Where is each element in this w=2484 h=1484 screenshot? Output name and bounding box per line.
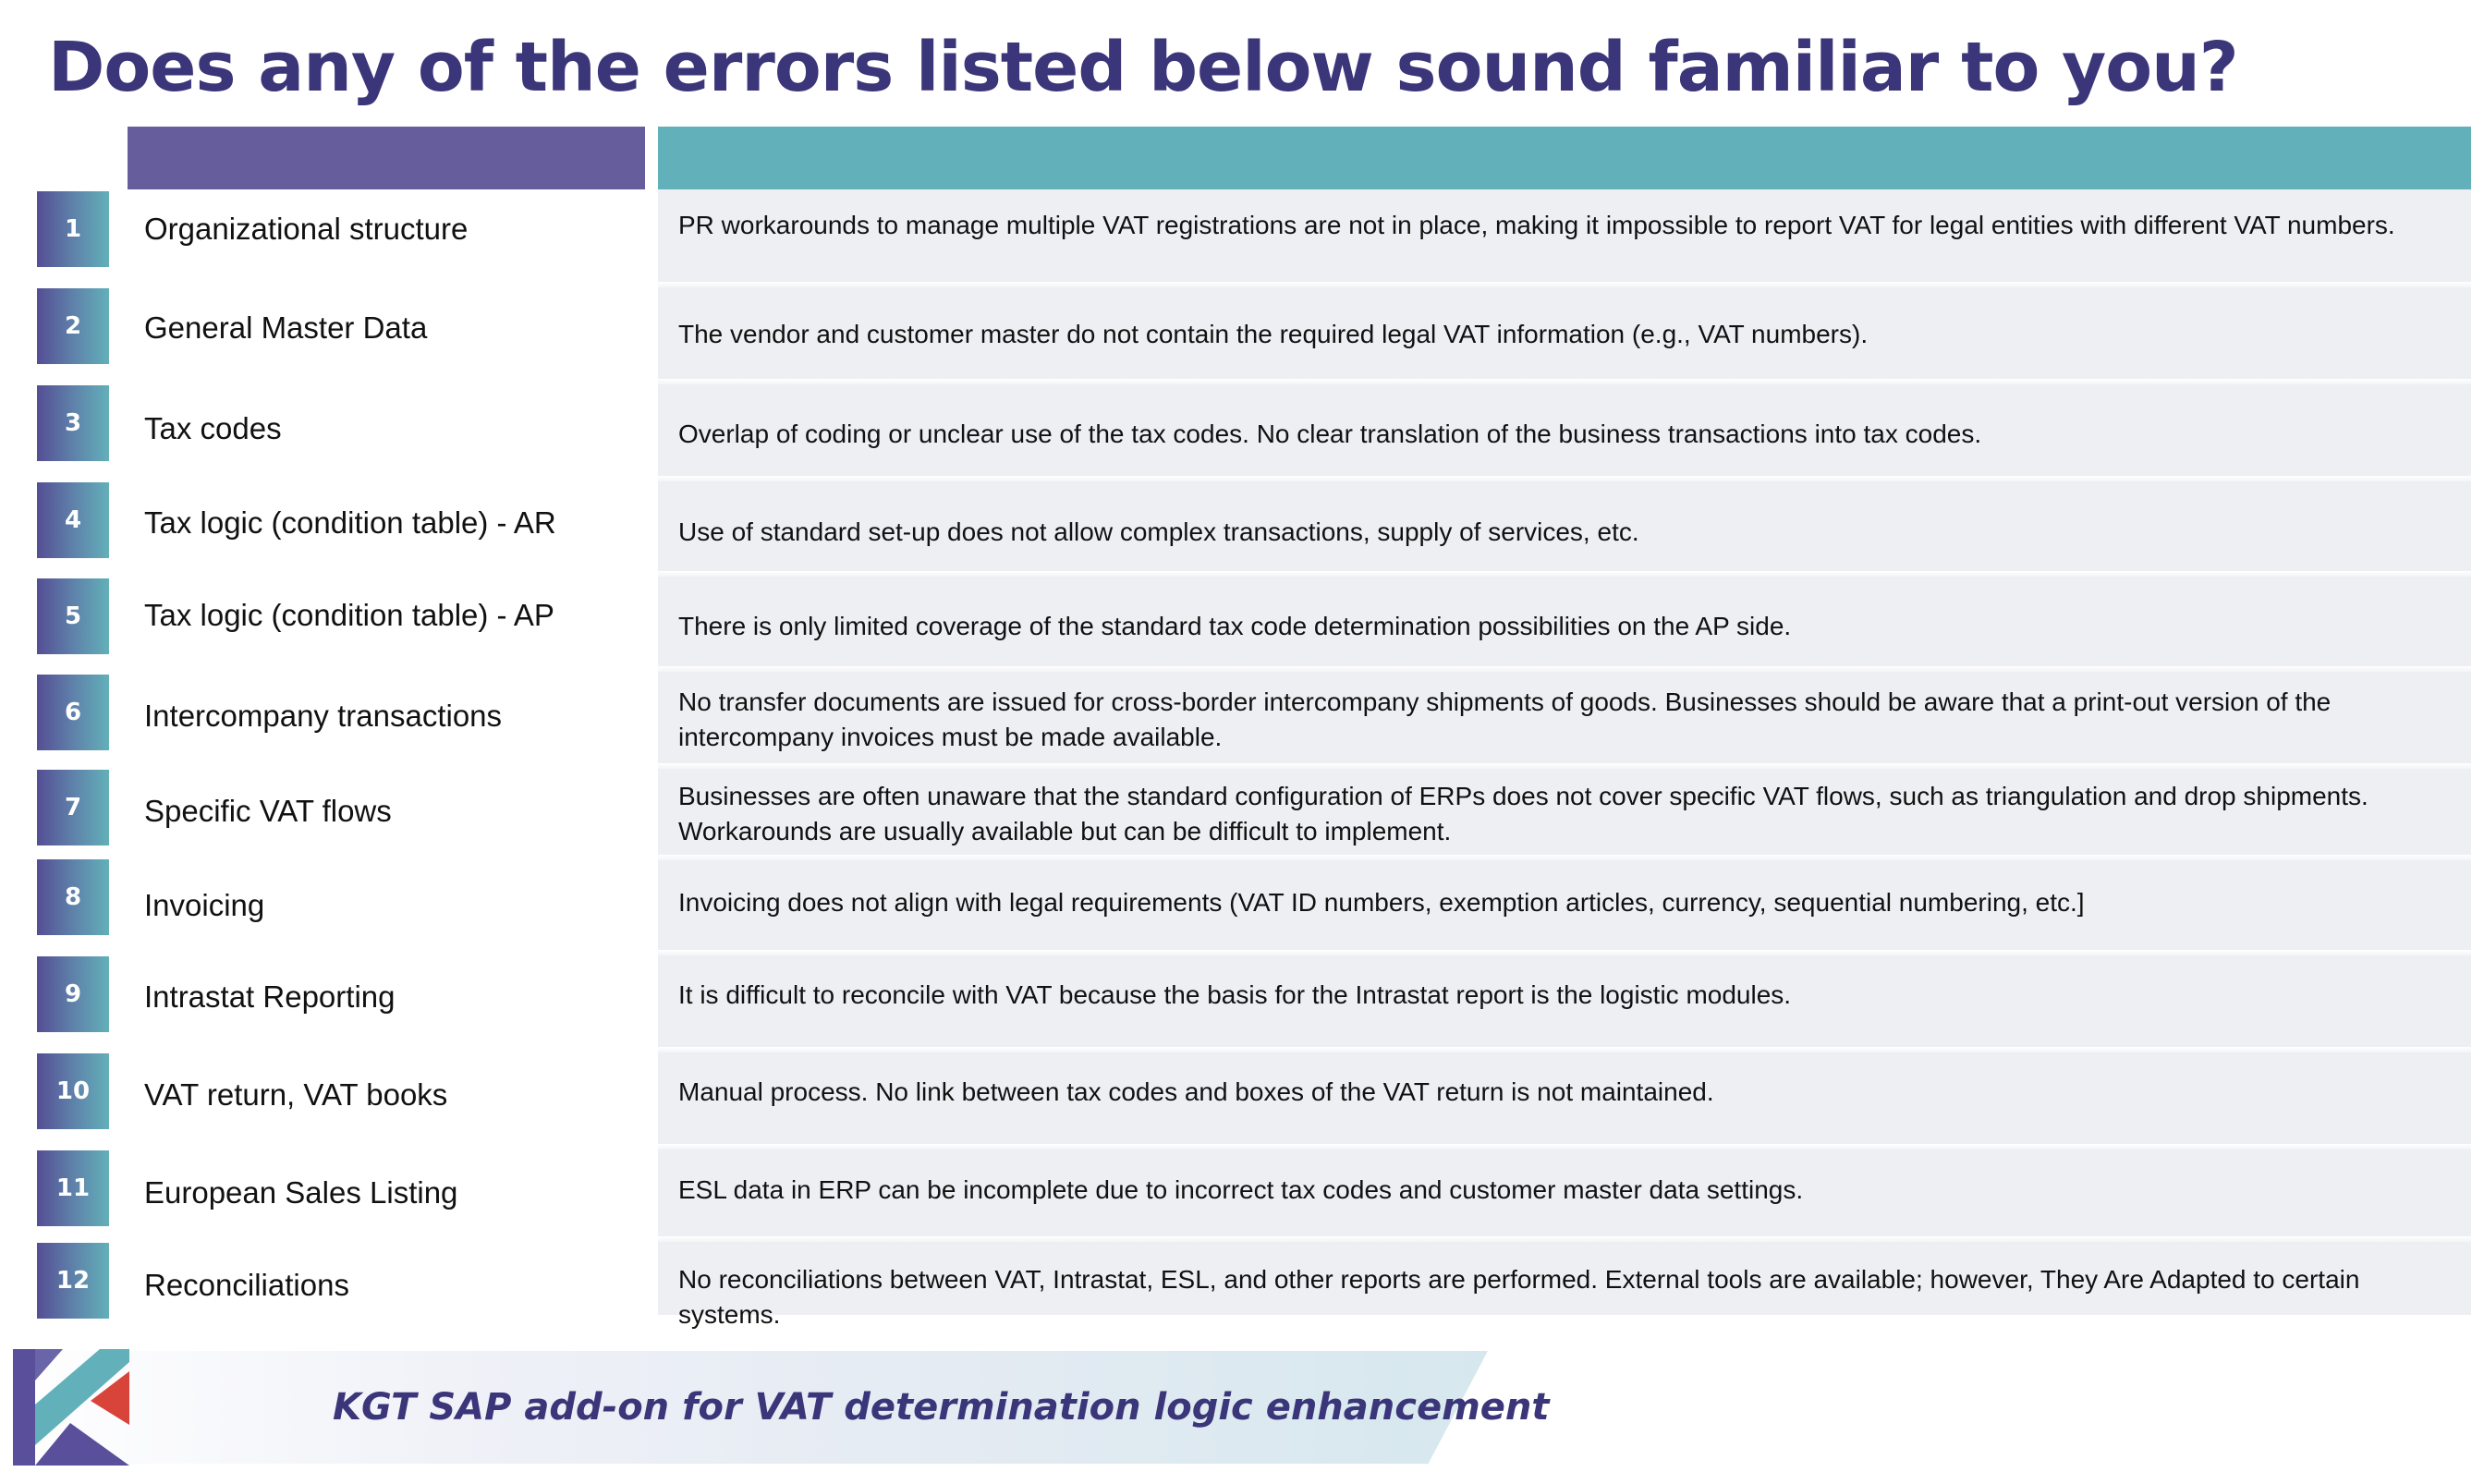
kgt-logo-icon (13, 1349, 131, 1466)
row-separator (658, 571, 2471, 577)
row-label: VAT return, VAT books (144, 1077, 448, 1112)
row-number-badge: 2 (37, 288, 109, 364)
row-separator (658, 1047, 2471, 1052)
row-number-badge: 7 (37, 770, 109, 845)
row-number-badge: 9 (37, 956, 109, 1032)
row-label: Tax logic (condition table) - AR (144, 505, 556, 540)
row-number-badge: 6 (37, 675, 109, 750)
row-description: No transfer documents are issued for cross-border intercompany shipments of goods. Businesses should be aware that a print-out version of the intercompany invoices must be made available. (678, 687, 2332, 751)
row-separator (658, 1236, 2471, 1242)
row-label: Reconciliations (144, 1268, 349, 1302)
row-separator (658, 476, 2471, 481)
row-label: Specific VAT flows (144, 794, 392, 828)
row-label: European Sales Listing (144, 1175, 458, 1210)
row-description: The vendor and customer master do not contain the required legal VAT information (e.g., VAT numbers). (678, 320, 1869, 348)
footer-tagline: KGT SAP add-on for VAT determination logic enhancement (333, 1386, 1550, 1429)
row-number-badge: 8 (37, 859, 109, 935)
row-number-badge: 12 (37, 1243, 109, 1319)
row-label: Intrastat Reporting (144, 979, 396, 1014)
row-separator (658, 855, 2471, 860)
row-number-badge: 11 (37, 1150, 109, 1226)
row-separator (658, 763, 2471, 769)
row-description: PR workarounds to manage multiple VAT registrations are not in place, making it impossible to report VAT for legal entities with different VAT numbers. (678, 211, 2395, 239)
row-separator (658, 666, 2471, 672)
row-number-badge: 4 (37, 482, 109, 558)
row-description: Manual process. No link between tax codes and boxes of the VAT return is not maintained. (678, 1077, 1714, 1106)
row-label: General Master Data (144, 310, 428, 345)
row-separator (658, 282, 2471, 287)
row-description: Use of standard set-up does not allow complex transactions, supply of services, etc. (678, 517, 1639, 546)
row-number-badge: 10 (37, 1053, 109, 1129)
row-description: Invoicing does not align with legal requirements (VAT ID numbers, exemption articles, currency, sequential numbering, etc.] (678, 888, 2085, 917)
row-number-badge: 5 (37, 578, 109, 654)
row-separator (658, 1144, 2471, 1149)
row-description: Overlap of coding or unclear use of the tax codes. No clear translation of the business transactions into tax codes. (678, 420, 1982, 448)
row-label: Organizational structure (144, 212, 469, 246)
row-description: No reconciliations between VAT, Intrastat, ESL, and other reports are performed. External tools are available; however, They Are Adapted to certain systems. (678, 1265, 2360, 1329)
row-label: Tax codes (144, 411, 282, 445)
row-description: It is difficult to reconcile with VAT because the basis for the Intrastat report is the logistic modules. (678, 980, 1792, 1009)
row-label: Invoicing (144, 888, 265, 922)
row-description: There is only limited coverage of the standard tax code determination possibilities on the AP side. (678, 612, 1792, 640)
row-description: ESL data in ERP can be incomplete due to incorrect tax codes and customer master data settings. (678, 1175, 1804, 1204)
page-title: Does any of the errors listed below sound familiar to you? (48, 28, 2238, 107)
row-separator (658, 950, 2471, 955)
row-label: Tax logic (condition table) - AP (144, 598, 554, 632)
row-separator (658, 379, 2471, 384)
row-description: Businesses are often unaware that the standard configuration of ERPs does not cover specific VAT flows, such as triangulation and drop shipments. Workarounds are usually available but can be difficult to implement. (678, 782, 2368, 845)
row-number-badge: 1 (37, 191, 109, 267)
row-label: Intercompany transactions (144, 699, 503, 733)
row-number-badge: 3 (37, 385, 109, 461)
